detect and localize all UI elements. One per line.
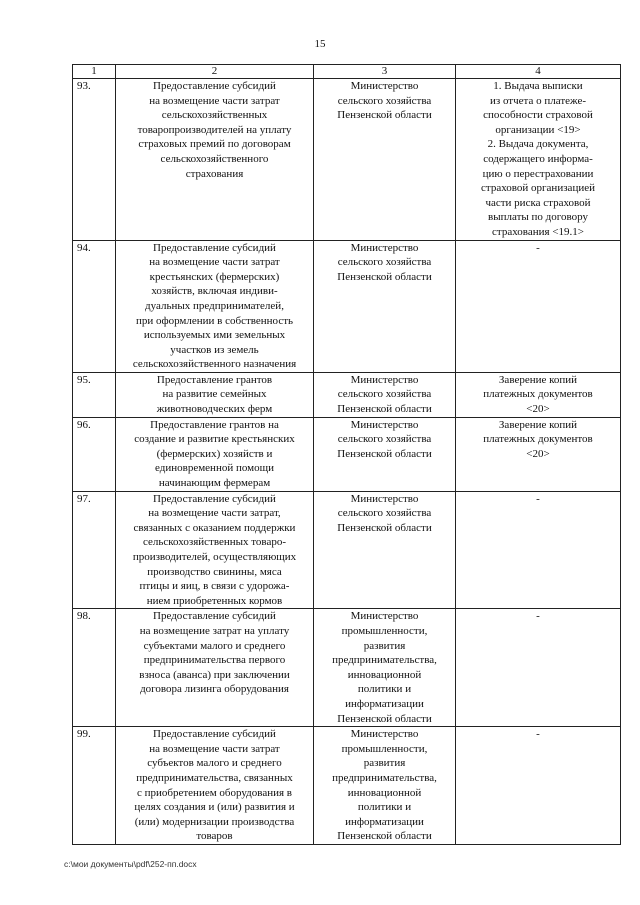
executive-body-line: политики и [357, 683, 412, 696]
documents-cell [456, 491, 621, 609]
required-document-line: - [536, 241, 540, 254]
service-name-line: Предоставление субсидий [153, 80, 276, 92]
executive-body-line: предпринимательства, [332, 771, 437, 784]
executive-body-line: Министерство [350, 492, 419, 505]
executive-body-line: сельского хозяйства [337, 433, 432, 446]
executive-body-cell [314, 727, 456, 845]
executive-body-line: Пензенской области [337, 403, 432, 416]
table-row [73, 609, 621, 727]
row-number: 97. [73, 491, 116, 609]
executive-body-line: промышленности, [341, 624, 428, 637]
service-name-line: при оформлении в собственность [135, 314, 294, 327]
required-document-line: 1. Выдача выписки [493, 80, 583, 92]
service-name-line: на возмещение части затрат, [148, 507, 281, 520]
service-name-line: целях создания и (или) развития и [134, 801, 295, 814]
service-cell [116, 491, 314, 609]
executive-body-line: Министерство [350, 610, 419, 623]
executive-body-cell [314, 491, 456, 609]
service-name-line: Предоставление субсидий [153, 728, 276, 741]
service-name-line: Предоставление грантов [156, 373, 273, 386]
service-name-line: предпринимательства, связанных [136, 771, 293, 784]
service-name-line: (или) модернизации производства [134, 815, 295, 828]
service-name-line: создание и развитие крестьянских [134, 433, 295, 446]
required-document-line: из отчета о платеже- [489, 94, 587, 107]
row-number: 99. [73, 727, 116, 845]
executive-body-cell [314, 609, 456, 727]
documents-cell [456, 417, 621, 491]
service-name-line: нием приобретенных кормов [146, 594, 283, 607]
page-number: 15 [314, 38, 326, 50]
service-name-line: сельскохозяйственного [160, 152, 269, 165]
required-document-line: Заверение копий [498, 373, 578, 386]
documents-cell [456, 609, 621, 727]
service-name-line: товаропроизводителей на уплату [137, 123, 292, 136]
service-name-line: единовременной помощи [155, 462, 274, 475]
required-document-line: страхования <19.1> [492, 225, 584, 238]
table-row [73, 79, 621, 241]
service-name-line: птицы и яиц, в связи с удорожа- [139, 580, 290, 593]
service-name-line: договора лизинга оборудования [140, 683, 289, 696]
executive-body-line: Министерство [350, 728, 419, 741]
executive-body-line: предпринимательства, [332, 654, 437, 667]
service-name-line: субъектами малого и среднего [143, 639, 286, 652]
service-name-line: Предоставление субсидий [153, 610, 276, 623]
service-name-line: на возмещение части затрат [149, 94, 280, 107]
service-name-line: производство свинины, мяса [147, 565, 282, 578]
executive-body-line: Пензенской области [337, 830, 432, 843]
executive-body-line: Пензенской области [337, 109, 432, 122]
service-name-line: на возмещение затрат на уплату [139, 624, 290, 637]
service-name-line: участков из земель [170, 343, 259, 356]
executive-body-line: инновационной [347, 786, 422, 799]
service-cell [116, 79, 314, 241]
table-row [73, 417, 621, 491]
executive-body-line: сельского хозяйства [337, 256, 432, 269]
service-name-line: (фермерских) хозяйств и [156, 447, 273, 460]
service-name-line: производителей, осуществляющих [132, 551, 297, 563]
executive-body-cell [314, 417, 456, 491]
service-name-line: страховых премий по договорам [138, 138, 291, 151]
service-name-line: субъектов малого и среднего [147, 757, 282, 770]
service-cell [116, 727, 314, 845]
service-cell [116, 609, 314, 727]
executive-body-line: развития [363, 757, 406, 770]
executive-body-line: Министерство [350, 241, 419, 254]
executive-body-line: Министерство [350, 418, 419, 431]
required-document-line: выплаты по договору [488, 211, 588, 224]
executive-body-line: Пензенской области [337, 270, 432, 283]
footer-file-path: c:\мои документы\pdf\252-пп.docx [64, 859, 197, 869]
required-document-line: организации <19> [495, 123, 581, 136]
required-document-line: содержащего информа- [483, 152, 593, 165]
service-name-line: на возмещение части затрат [149, 256, 280, 269]
required-document-line: платежных документов [483, 388, 593, 401]
service-name-line: Предоставление грантов на [150, 418, 279, 431]
row-number: 98. [73, 609, 116, 727]
executive-body-line: Министерство [350, 80, 419, 92]
row-number: 95. [73, 372, 116, 417]
required-document-line: - [536, 610, 540, 623]
required-document-line: части риска страховой [485, 196, 591, 209]
required-document-line: <20> [526, 403, 550, 416]
service-name-line: Предоставление субсидий [153, 241, 276, 254]
service-name-line: связанных с оказанием поддержки [133, 521, 296, 534]
service-name-line: на возмещение части затрат [149, 742, 280, 755]
executive-body-line: промышленности, [341, 742, 428, 755]
required-document-line: способности страховой [483, 109, 593, 122]
header-col-4: 4 [456, 65, 621, 79]
executive-body-line: Министерство [350, 373, 419, 386]
service-name-line: товаров [196, 830, 233, 843]
required-document-line: Заверение копий [498, 418, 578, 431]
documents-cell [456, 372, 621, 417]
header-col-2: 2 [116, 65, 314, 79]
documents-cell [456, 727, 621, 845]
row-number: 93. [73, 79, 116, 241]
executive-body-line: Пензенской области [337, 712, 432, 725]
service-name-line: страхования [185, 167, 244, 180]
executive-body-cell [314, 79, 456, 241]
service-name-line: животноводческих ферм [156, 403, 273, 416]
service-name-line: Предоставление субсидий [153, 492, 276, 505]
required-document-line: - [536, 492, 540, 505]
executive-body-line: сельского хозяйства [337, 94, 432, 107]
service-name-line: предпринимательства первого [143, 654, 286, 667]
service-name-line: сельскохозяйственных [161, 109, 268, 122]
services-table [72, 64, 621, 845]
service-cell [116, 372, 314, 417]
row-number: 96. [73, 417, 116, 491]
table-row [73, 240, 621, 372]
documents-cell [456, 79, 621, 241]
service-name-line: сельскохозяйственных товаро- [142, 536, 287, 549]
table-row [73, 491, 621, 609]
executive-body-line: информатизации [345, 697, 424, 710]
service-name-line: используемых ими земельных [143, 329, 286, 342]
table-row [73, 372, 621, 417]
service-name-line: взноса (аванса) при заключении [139, 668, 290, 681]
service-name-line: на развитие семейных [162, 388, 267, 401]
executive-body-line: Пензенской области [337, 447, 432, 460]
service-cell [116, 240, 314, 372]
required-document-line: 2. Выдача документа, [487, 138, 589, 151]
table-row [73, 727, 621, 845]
executive-body-line: инновационной [347, 668, 422, 681]
executive-body-line: информатизации [345, 815, 424, 828]
service-name-line: начинающим фермерам [158, 477, 271, 490]
required-document-line: платежных документов [483, 433, 593, 446]
header-col-1: 1 [73, 65, 116, 79]
executive-body-line: сельского хозяйства [337, 388, 432, 401]
row-number: 94. [73, 240, 116, 372]
executive-body-line: политики и [357, 801, 412, 814]
required-document-line: - [536, 728, 540, 741]
executive-body-line: Пензенской области [337, 521, 432, 534]
header-col-3: 3 [314, 65, 456, 79]
required-document-line: цию о перестраховании [482, 167, 594, 180]
table-header-row [73, 65, 621, 79]
required-document-line: страховой организацией [481, 182, 595, 195]
service-name-line: с приобретением оборудования в [136, 786, 292, 799]
executive-body-cell [314, 372, 456, 417]
service-name-line: хозяйств, включая индиви- [151, 285, 278, 298]
service-name-line: крестьянских (фермерских) [149, 270, 280, 283]
executive-body-line: сельского хозяйства [337, 507, 432, 520]
service-name-line: сельскохозяйственного назначения [132, 358, 297, 371]
service-name-line: дуальных предпринимателей, [145, 299, 284, 312]
executive-body-cell [314, 240, 456, 372]
executive-body-line: развития [363, 639, 406, 652]
required-document-line: <20> [526, 447, 550, 460]
service-cell [116, 417, 314, 491]
documents-cell [456, 240, 621, 372]
